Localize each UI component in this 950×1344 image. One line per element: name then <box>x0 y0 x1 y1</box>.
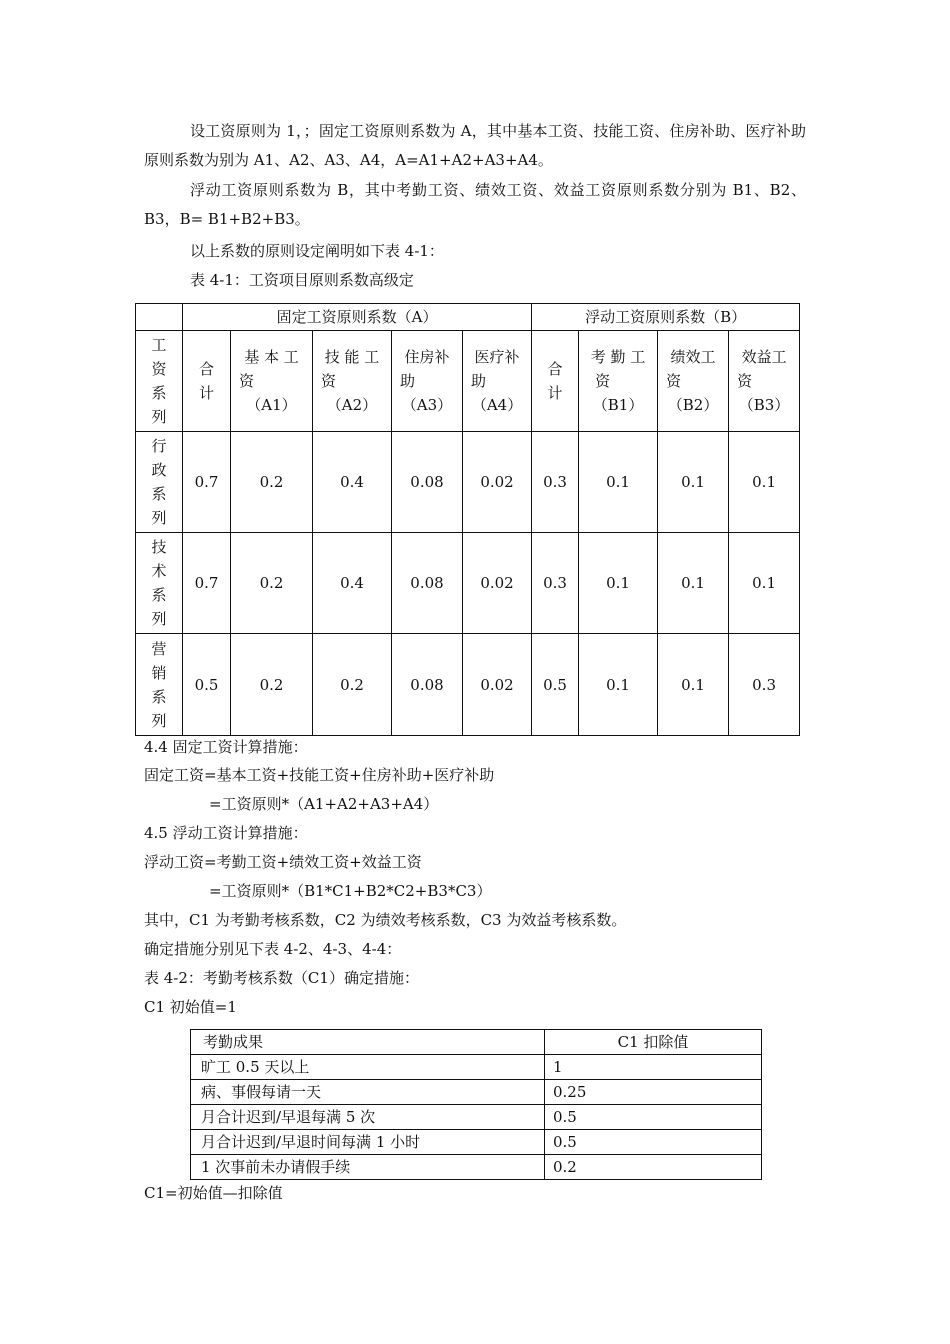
attendance-coefficient-table <box>190 1029 762 1180</box>
intro-paragraph-3: 以上系数的原则设定阐明如下表 4-1： <box>190 242 444 260</box>
table-row <box>191 1130 762 1155</box>
col-header-a1: 基 本 工 资 （A1） <box>231 331 313 432</box>
value-cell: 0.1 <box>729 533 800 634</box>
col-header-b3: 效益工 资 （B3） <box>729 331 800 432</box>
section-4-5-title: 4.5 浮动工资计算措施： <box>144 824 308 842</box>
series-header: 工 资 系 列 <box>136 331 183 432</box>
table-4-1-caption: 表 4-1：工资项目原则系数高级定 <box>190 271 414 289</box>
value-cell: 0.7 <box>183 432 231 533</box>
value-cell: 0.5 <box>532 634 579 736</box>
floating-salary-formula: 浮动工资=考勤工资+绩效工资+效益工资 <box>144 853 422 871</box>
table-row <box>191 1105 762 1130</box>
value-cell: 0.2 <box>231 533 313 634</box>
col-header-a3: 住房补 助 （A3） <box>392 331 463 432</box>
value-cell: 0.02 <box>463 533 532 634</box>
value-cell: 0.1 <box>579 533 658 634</box>
value-cell: 0.2 <box>231 634 313 736</box>
table-4-2-caption: 表 4-2：考勤考核系数（C1）确定措施： <box>144 969 419 987</box>
value-cell: 0.1 <box>579 634 658 736</box>
value-cell: 0.2 <box>231 432 313 533</box>
value-cell: 0.7 <box>183 533 231 634</box>
intro-paragraph-2: 浮动工资原则系数为 B，其中考勤工资、绩效工资、效益工资原则系数分别为 B1、B2、B3，B= B1+B2+B3。 <box>144 181 806 228</box>
c1-initial-value: C1 初始值=1 <box>144 998 237 1016</box>
attendance-result-cell: 月合计迟到/早退每满 5 次 <box>191 1105 545 1130</box>
corner-cell <box>136 304 183 331</box>
section-4-4-title: 4.4 固定工资计算措施： <box>144 738 308 756</box>
header-c1-deduction: C1 扣除值 <box>545 1030 762 1055</box>
attendance-result-cell: 1 次事前未办请假手续 <box>191 1155 545 1180</box>
attendance-result-cell: 病、事假每请一天 <box>191 1080 545 1105</box>
value-cell: 0.02 <box>463 432 532 533</box>
table-row <box>191 1055 762 1080</box>
value-cell: 0.1 <box>658 634 729 736</box>
series-cell: 技 术 系 列 <box>136 533 183 634</box>
attendance-result-cell: 旷工 0.5 天以上 <box>191 1055 545 1080</box>
header-attendance-result: 考勤成果 <box>191 1030 545 1055</box>
col-header-a2: 技 能 工 资 （A2） <box>313 331 392 432</box>
floating-salary-formula-expanded: =工资原则*（B1*C1+B2*C2+B3*C3） <box>209 882 492 900</box>
value-cell: 0.1 <box>658 432 729 533</box>
value-cell: 0.1 <box>658 533 729 634</box>
fixed-salary-formula-expanded: =工资原则*（A1+A2+A3+A4） <box>209 795 439 813</box>
salary-coefficient-table <box>135 303 800 736</box>
col-header-a4: 医疗补 助 （A4） <box>463 331 532 432</box>
value-cell: 0.08 <box>392 533 463 634</box>
table-row <box>191 1155 762 1180</box>
value-cell: 0.08 <box>392 634 463 736</box>
value-cell: 0.5 <box>183 634 231 736</box>
value-cell: 0.4 <box>313 533 392 634</box>
deduction-cell: 1 <box>545 1055 762 1080</box>
value-cell: 0.1 <box>729 432 800 533</box>
deduction-cell: 0.2 <box>545 1155 762 1180</box>
group-header-fixed: 固定工资原则系数（A） <box>183 304 532 331</box>
value-cell: 0.08 <box>392 432 463 533</box>
table-row <box>136 634 800 736</box>
table-row <box>136 432 800 533</box>
fixed-salary-formula: 固定工资=基本工资+技能工资+住房补助+医疗补助 <box>144 766 495 784</box>
intro-paragraph-1: 设工资原则为 1，；固定工资原则系数为 A，其中基本工资、技能工资、住房补助、医疗补助原则系数为别为 A1、A2、A3、A4，A=A1+A2+A3+A4。 <box>144 122 806 169</box>
tables-reference: 确定措施分别见下表 4-2、4-3、4-4： <box>144 940 402 958</box>
table-row <box>191 1080 762 1105</box>
series-cell: 营 销 系 列 <box>136 634 183 736</box>
value-cell: 0.3 <box>532 432 579 533</box>
value-cell: 0.3 <box>532 533 579 634</box>
table-row <box>136 533 800 634</box>
group-header-floating: 浮动工资原则系数（B） <box>532 304 800 331</box>
value-cell: 0.3 <box>729 634 800 736</box>
series-cell: 行 政 系 列 <box>136 432 183 533</box>
value-cell: 0.2 <box>313 634 392 736</box>
value-cell: 0.02 <box>463 634 532 736</box>
deduction-cell: 0.5 <box>545 1105 762 1130</box>
coefficient-explanation: 其中，C1 为考勤考核系数，C2 为绩效考核系数，C3 为效益考核系数。 <box>144 911 627 929</box>
attendance-result-cell: 月合计迟到/早退时间每满 1 小时 <box>191 1130 545 1155</box>
c1-formula: C1=初始值—扣除值 <box>144 1184 283 1202</box>
value-cell: 0.1 <box>579 432 658 533</box>
value-cell: 0.4 <box>313 432 392 533</box>
deduction-cell: 0.25 <box>545 1080 762 1105</box>
deduction-cell: 0.5 <box>545 1130 762 1155</box>
col-header-b1: 考 勤 工 资 （B1） <box>579 331 658 432</box>
col-header-total-a: 合 计 <box>183 331 231 432</box>
col-header-total-b: 合 计 <box>532 331 579 432</box>
col-header-b2: 绩效工 资 （B2） <box>658 331 729 432</box>
